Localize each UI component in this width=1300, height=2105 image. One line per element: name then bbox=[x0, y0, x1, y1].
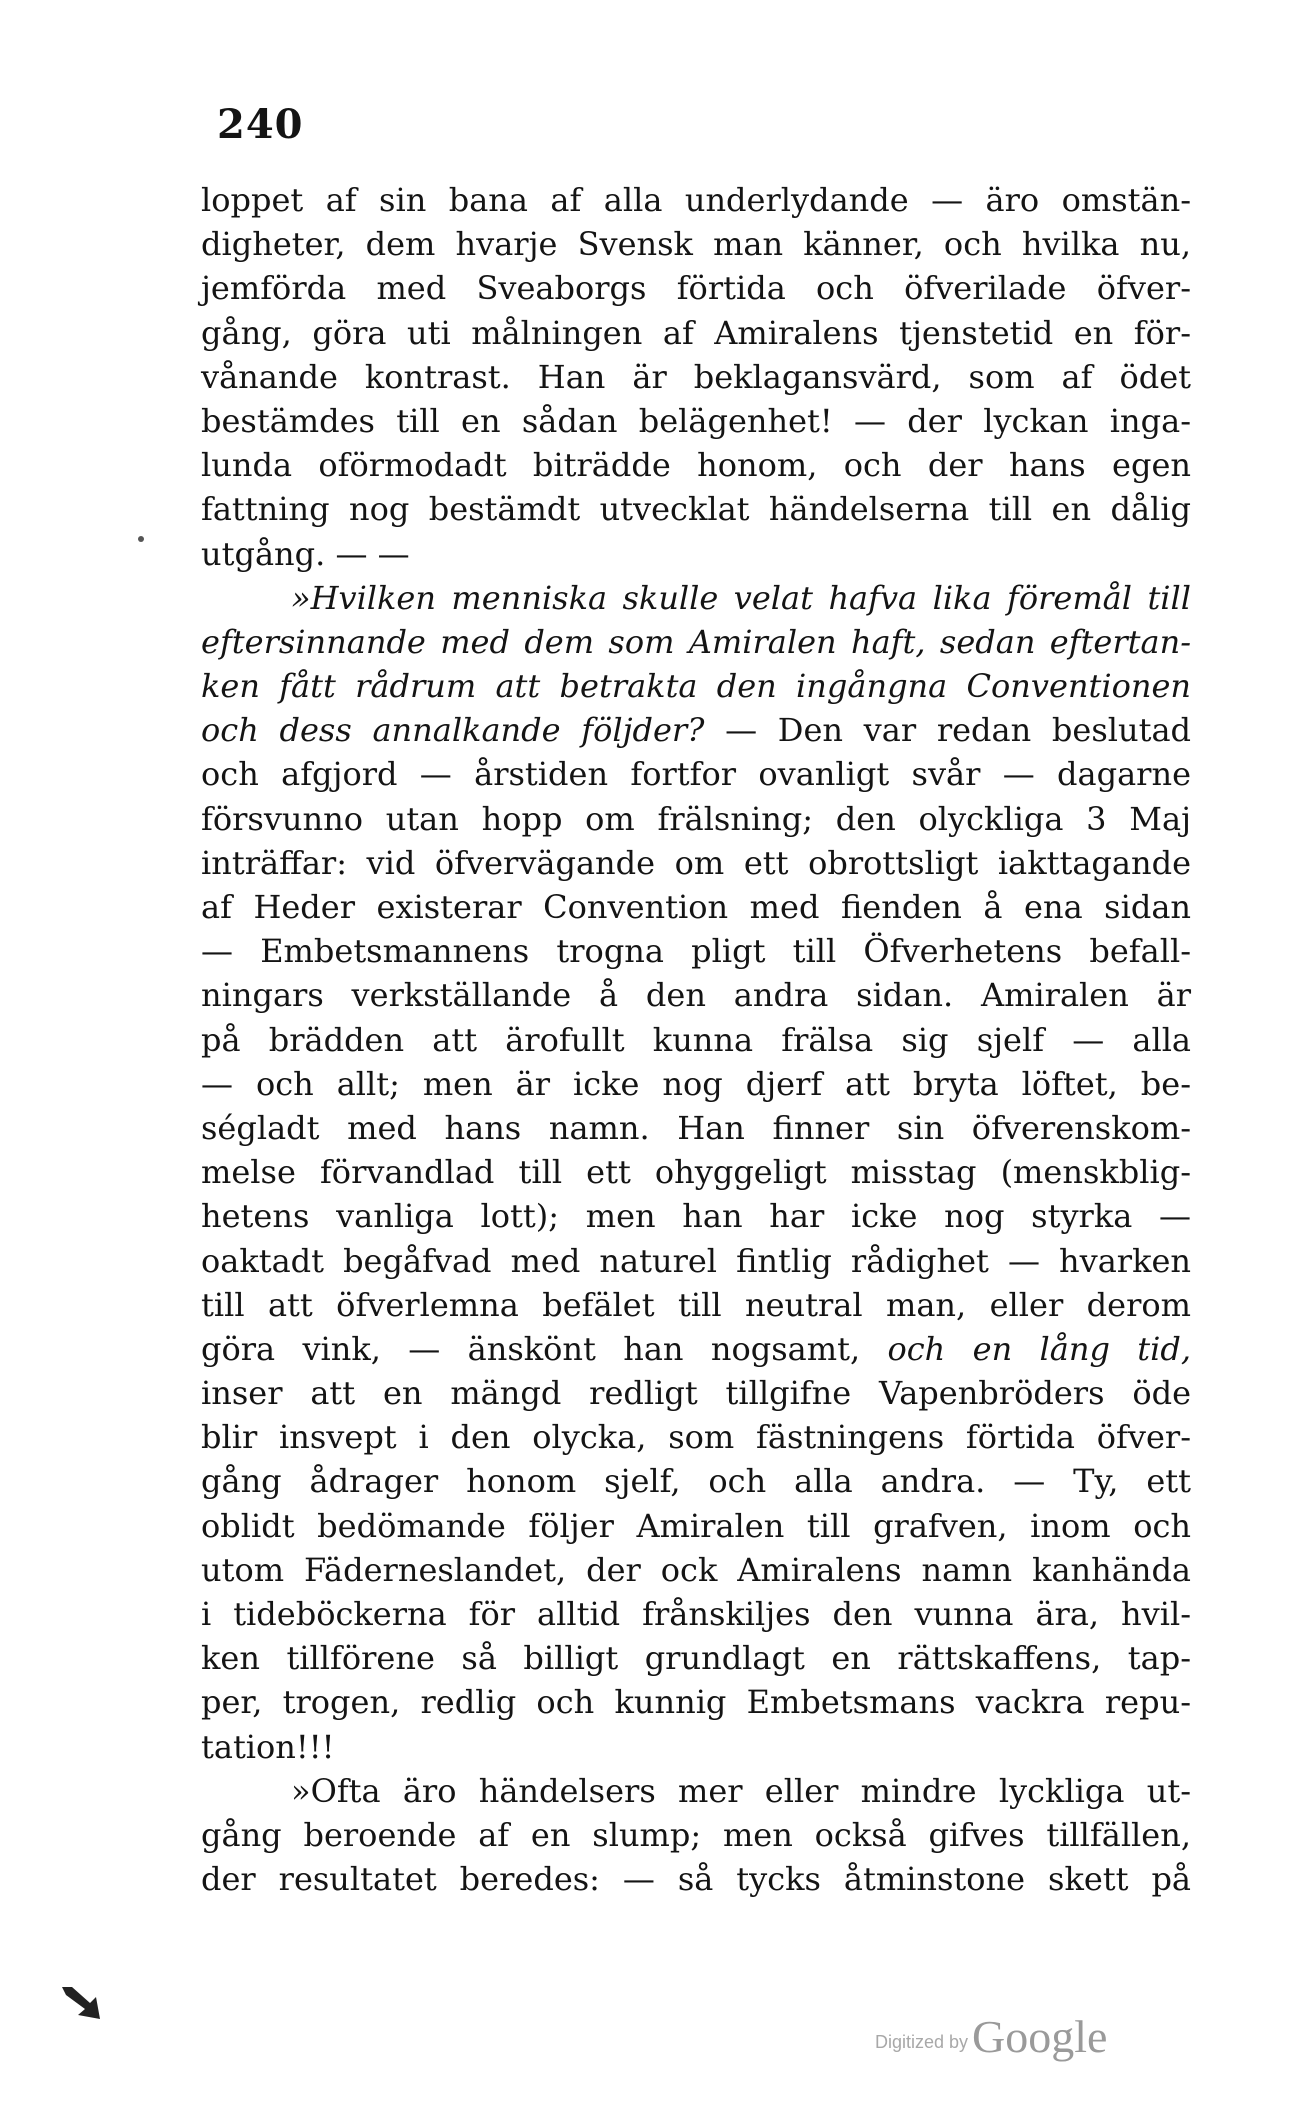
text-line: fattning nog bestämdt utvecklat händelserna till en dålig bbox=[201, 490, 1191, 529]
text-line: ken fått rådrum att betrakta den ingångna Conventionen bbox=[201, 667, 1191, 706]
text-line: lunda oförmodadt biträdde honom, och der hans egen bbox=[201, 446, 1191, 485]
text-line: gång, göra uti målningen af Amiralens tjenstetid en för- bbox=[201, 313, 1191, 352]
text-line: ségladt med hans namn. Han finner sin öfverenskom- bbox=[201, 1108, 1191, 1147]
text-line: oblidt bedömande följer Amiralen till grafven, inom och bbox=[201, 1506, 1191, 1545]
text-line: inser att en mängd redligt tillgifne Vapenbröders öde bbox=[201, 1374, 1191, 1413]
text-line: gång beroende af en slump; men också gifves tillfällen, bbox=[201, 1815, 1191, 1854]
text-line: tation!!! bbox=[201, 1727, 335, 1766]
margin-speck bbox=[138, 536, 144, 542]
body-text bbox=[201, 178, 1191, 1901]
text-line: digheter, dem hvarje Svensk man känner, och hvilka nu, bbox=[201, 225, 1191, 264]
digitized-watermark bbox=[875, 2010, 1107, 2063]
text-line bbox=[201, 1327, 1191, 1371]
text-line-italic-part: och en lång tid, bbox=[887, 1329, 1192, 1368]
text-line: ningars verkställande å den andra sidan. Amiralen är bbox=[201, 976, 1191, 1015]
text-line-roman-part: — Den var redan beslutad bbox=[725, 711, 1192, 750]
text-line bbox=[201, 708, 1191, 752]
text-line: — och allt; men är icke nog djerf att bryta löftet, be- bbox=[201, 1064, 1191, 1103]
text-line: blir insvept i den olycka, som fästningens förtida öfver- bbox=[201, 1418, 1191, 1457]
text-line: — Embetsmannens trogna pligt till Öfverhetens befall- bbox=[201, 932, 1191, 971]
text-line: till att öfverlemna befälet till neutral man, eller derom bbox=[201, 1285, 1191, 1324]
text-line: ken tillförene så billigt grundlagt en rättskaffens, tap- bbox=[201, 1639, 1191, 1678]
text-line: eftersinnande med dem som Amiralen haft, sedan eftertan- bbox=[201, 622, 1191, 661]
text-line: och afgjord — årstiden fortfor ovanligt svår — dagarne bbox=[201, 755, 1191, 794]
text-line: vånande kontrast. Han är beklagansvärd, som af ödet bbox=[201, 357, 1191, 396]
text-line: bestämdes till en sådan belägenhet! — der lyckan inga- bbox=[201, 401, 1191, 440]
text-line: jemförda med Sveaborgs förtida och öfverilade öfver- bbox=[201, 269, 1191, 308]
text-line: utgång. — — bbox=[201, 534, 410, 573]
text-line: inträffar: vid öfvervägande om ett obrottsligt iakttagande bbox=[201, 843, 1191, 882]
text-line: gång ådrager honom sjelf, och alla andra. — Ty, ett bbox=[201, 1462, 1191, 1501]
text-line: »Hvilken menniska skulle velat hafva lika föremål till bbox=[291, 578, 1191, 617]
text-line-italic-part: och dess annalkande följder? bbox=[201, 711, 705, 750]
text-line: på brädden att ärofullt kunna frälsa sig sjelf — alla bbox=[201, 1020, 1191, 1059]
text-line: loppet af sin bana af alla underlydande — äro omstän- bbox=[201, 181, 1191, 219]
corner-arrow-mark bbox=[60, 1985, 106, 2025]
text-line: per, trogen, redlig och kunnig Embetsmans vackra repu- bbox=[201, 1683, 1191, 1722]
page-number: 240 bbox=[217, 101, 304, 148]
watermark-prefix: Digitized by bbox=[875, 2032, 969, 2052]
text-line: der resultatet beredes: — så tycks åtminstone skett på bbox=[201, 1860, 1191, 1899]
text-line-roman-part: göra vink, — änskönt han nogsamt, bbox=[201, 1329, 861, 1368]
text-line: i tideböckerna för alltid frånskiljes den vunna ära, hvil- bbox=[201, 1595, 1191, 1633]
text-line: utom Fäderneslandet, der ock Amiralens namn kanhända bbox=[201, 1550, 1191, 1589]
text-line: hetens vanliga lott); men han har icke nog styrka — bbox=[201, 1197, 1191, 1236]
text-line: af Heder existerar Convention med fienden å ena sidan bbox=[201, 888, 1191, 926]
text-line: melse förvandlad till ett ohyggeligt misstag (menskblig- bbox=[201, 1153, 1191, 1192]
text-line: oaktadt begåfvad med naturel fintlig rådighet — hvarken bbox=[201, 1241, 1191, 1280]
text-line: försvunno utan hopp om frälsning; den olyckliga 3 Maj bbox=[201, 799, 1191, 838]
text-line: »Ofta äro händelsers mer eller mindre lyckliga ut- bbox=[291, 1771, 1191, 1810]
watermark-logo: Google bbox=[972, 2011, 1108, 2062]
